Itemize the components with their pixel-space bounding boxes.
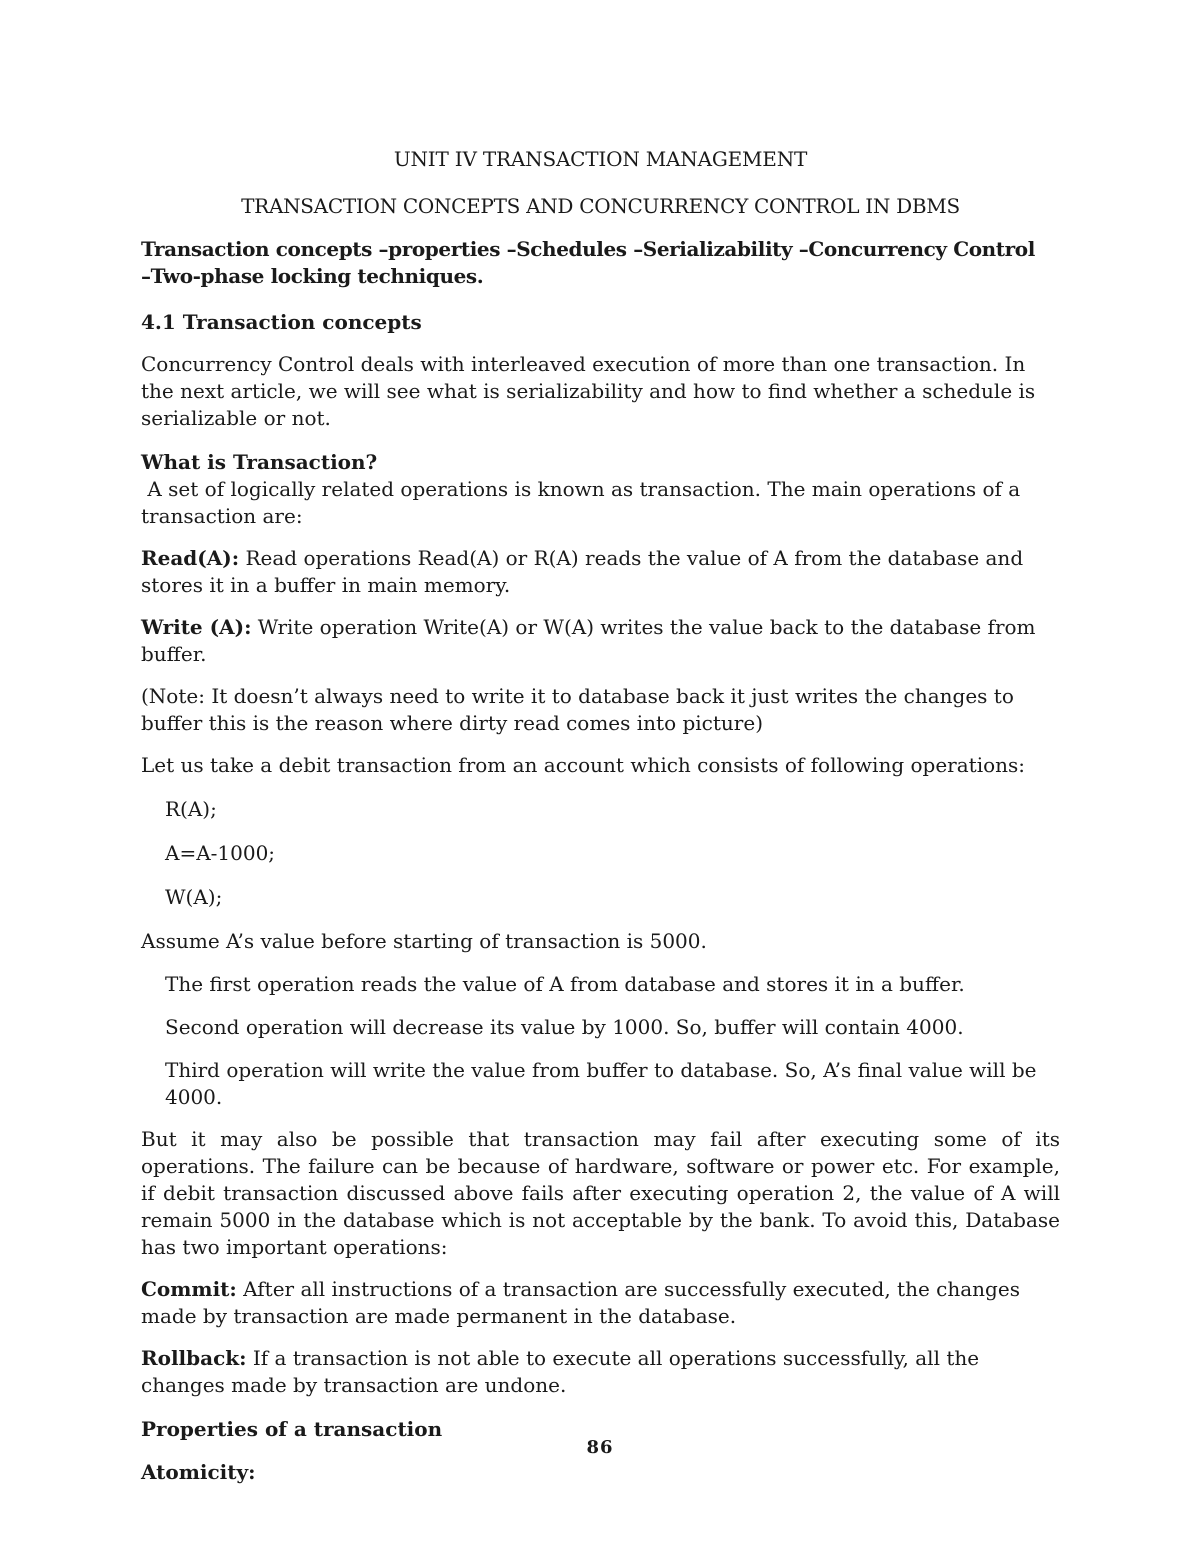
operation-line: W(A); — [165, 885, 223, 909]
what-is-transaction-heading: What is Transaction? — [141, 450, 378, 474]
read-definition — [141, 545, 1060, 599]
debit-intro: Let us take a debit transaction from an account which consists of following operations: — [141, 753, 1026, 777]
document-subtitle: TRANSACTION CONCEPTS AND CONCURRENCY CONTROL IN DBMS — [241, 194, 960, 218]
properties-heading: Properties of a transaction — [141, 1417, 443, 1441]
write-text: Write operation Write(A) or W(A) writes the value back to the database from buffer. — [141, 615, 1036, 666]
topics-line: –Two-phase locking techniques. — [141, 264, 484, 288]
write-definition — [141, 614, 1060, 668]
read-text: Read operations Read(A) or R(A) reads the value of A from the database and stores it in a buffer in main memory. — [141, 546, 1024, 597]
intro-paragraph: Concurrency Control deals with interleaved execution of more than one transaction. In the next article, we will see what is serializability and how to find whether a schedule is serializable or not. — [141, 352, 1036, 430]
read-label: Read(A): — [141, 546, 240, 570]
commit-text: After all instructions of a transaction are successfully executed, the changes made by transaction are made permanent in the database. — [141, 1277, 1020, 1328]
note-paragraph: (Note: It doesn’t always need to write it to database back it just writes the changes to buffer this is the reason where dirty read comes into picture) — [141, 684, 1014, 735]
atomicity-heading: Atomicity: — [141, 1460, 256, 1484]
topics-list — [141, 236, 1060, 290]
commit-label: Commit: — [141, 1277, 237, 1301]
rollback-label: Rollback: — [141, 1346, 247, 1370]
assume-paragraph: Assume A’s value before starting of transaction is 5000. — [141, 929, 707, 953]
step-line: Second operation will decrease its value by 1000. So, buffer will contain 4000. — [165, 1015, 964, 1039]
operation-line: A=A-1000; — [165, 841, 276, 865]
step-line: The first operation reads the value of A from database and stores it in a buffer. — [165, 972, 965, 996]
topics-line: Transaction concepts –properties –Schedules –Serializability –Concurrency Control — [141, 237, 1035, 261]
rollback-definition — [141, 1345, 1060, 1399]
write-label: Write (A): — [141, 615, 252, 639]
rollback-text: If a transaction is not able to execute all operations successfully, all the changes made by transaction are undone. — [141, 1346, 980, 1397]
section-heading-4-1: 4.1 Transaction concepts — [141, 310, 422, 334]
unit-title: UNIT IV TRANSACTION MANAGEMENT — [393, 147, 808, 171]
page-number: 86 — [586, 1437, 614, 1458]
operation-line: R(A); — [165, 797, 217, 821]
step-line: Third operation will write the value from buffer to database. So, A’s final value will be 4000. — [165, 1058, 1037, 1109]
commit-definition — [141, 1276, 1060, 1330]
what-is-transaction-text: A set of logically related operations is known as transaction. The main operations of a transaction are: — [141, 477, 1027, 528]
failure-paragraph: But it may also be possible that transaction may fail after executing some of its operations. The failure can be because of hardware, software or power etc. For example, if debit transaction discussed above fails after executing operation 2, the value of A will remain 5000 in the database which is not acceptable by the bank. To avoid this, Database has two important operations: — [141, 1127, 1060, 1259]
